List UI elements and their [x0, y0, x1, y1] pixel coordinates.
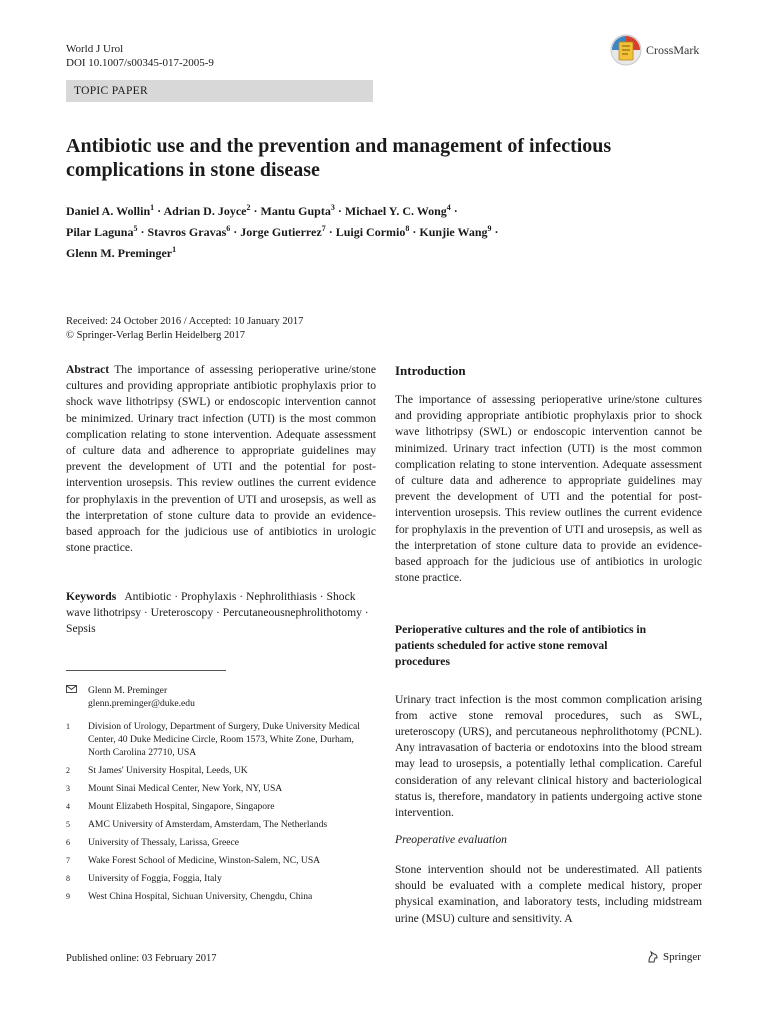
affiliation-text: Division of Urology, Department of Surgery, Duke University Medical Center, 40 Duke Medicine Circle, Room 1573, White Zone, Durham, North Carolina 27710, USA: [88, 721, 360, 758]
author-name: Adrian D. Joyce: [163, 204, 247, 218]
keywords-label: Keywords: [66, 590, 117, 603]
affiliation-item: [66, 854, 366, 867]
affiliation-number: 8: [66, 874, 70, 883]
envelope-icon: [66, 684, 88, 710]
author-separator: ·: [334, 204, 345, 218]
author-name: Kunjie Wang: [419, 225, 488, 239]
affiliation-item: [66, 836, 366, 849]
affiliation-item: [66, 782, 366, 795]
author-name: Daniel A. Wollin: [66, 204, 151, 218]
introduction-section: [395, 363, 702, 586]
author-affiliation-number: 5: [133, 224, 138, 233]
author-separator: ·: [491, 225, 499, 239]
affiliation-text: Mount Sinai Medical Center, New York, NY, USA: [88, 783, 283, 794]
author-name: Mantu Gupta: [260, 204, 331, 218]
crossmark-label: CrossMark: [646, 42, 700, 57]
affiliation-number: 6: [66, 838, 70, 847]
author-affiliation-number: 7: [321, 224, 326, 233]
abstract-text: The importance of assessing perioperative urine/stone cultures and providing appropriate antibiotic prophylaxis prior to shock wave lithotripsy (SWL) or endoscopic intervention cannot be minimized. Urinary tract infection (UTI) is the most common complication relating to stone intervention. Adequate assessment of culture data and adherence to appropriate guidelines may prevent the development of UTI and the potential for post-intervention urosepsis. This review outlines the current evidence for prophylaxis in the prevention of UTI and urosepsis, as well as the interpretation of stone culture data to provide an evidence-based approach for the judicious use of antibiotics in urologic stone practice.: [66, 363, 376, 555]
author-separator: ·: [230, 225, 241, 239]
affiliation-list: [66, 720, 366, 908]
author-affiliation-number: 8: [405, 224, 410, 233]
preoperative-text: Stone intervention should not be underestimated. All patients should be evaluated with a complete medical history, proper physical examination, and laboratory tests, including midstream urine (MSU) culture and sensitivity. A: [395, 863, 702, 925]
author-separator: ·: [325, 225, 336, 239]
author-separator: ·: [450, 204, 458, 218]
introduction-text: The importance of assessing perioperative urine/stone cultures and providing appropriate antibiotic prophylaxis prior to shock wave lithotripsy (SWL) or endoscopic intervention cannot be minimized. Urinary tract infection (UTI) is the most common complication relating to stone intervention. Adequate assessment of culture data and adherence to appropriate guidelines may prevent the development of UTI and the potential for post-intervention urosepsis. This review outlines the current evidence for prophylaxis in the prevention of UTI and urosepsis, as well as the interpretation of stone culture data to provide an evidence-based approach for the judicious use of antibiotics in urologic stone practice.: [395, 393, 702, 585]
keywords-block: [66, 589, 376, 638]
affiliation-number: 3: [66, 784, 70, 793]
author-affiliation-number: 9: [487, 224, 492, 233]
keywords: [66, 589, 376, 638]
publisher-logo: [646, 950, 701, 964]
author-name: Jorge Gutierrez: [240, 225, 322, 239]
author-separator: ·: [409, 225, 420, 239]
keywords-text: Antibiotic · Prophylaxis · Nephrolithiasis · Shock wave lithotripsy · Ureteroscopy · Percutaneousnephrolithotomy · Sepsis: [66, 590, 369, 636]
author-name: Luigi Cormio: [335, 225, 406, 239]
author-separator: ·: [250, 204, 261, 218]
affiliation-number: 2: [66, 766, 70, 775]
author-list: [66, 199, 546, 262]
affiliation-number: 5: [66, 820, 70, 829]
preoperative-heading: Preoperative evaluation: [395, 833, 507, 846]
affiliation-text: St James' University Hospital, Leeds, UK: [88, 765, 248, 776]
affiliation-text: University of Foggia, Foggia, Italy: [88, 873, 222, 884]
author-affiliation-number: 3: [330, 203, 335, 212]
correspondence-email[interactable]: glenn.preminger@duke.edu: [88, 698, 195, 709]
affiliation-text: AMC University of Amsterdam, Amsterdam, The Netherlands: [88, 819, 328, 830]
abstract-block: [66, 362, 376, 556]
author-name: Michael Y. C. Wong: [344, 204, 447, 218]
affiliation-item: [66, 818, 366, 831]
author-affiliation-number: 1: [172, 245, 177, 254]
preoperative-section: [395, 833, 702, 927]
cultures-text: Urinary tract infection is the most common complication arising from active stone removal procedures, such as SWL, ureteroscopy (URS), and percutaneous nephrolithotomy (PCNL). Any intravasation of bacteria or endotoxins into the blood stream may lead to urosepsis, a potentially lethal complication. Careful consideration of any relevant clinical history and bacteriological status is, therefore, mandatory in patients undergoing active stone intervention.: [395, 692, 702, 820]
abstract: [66, 362, 376, 556]
author-name: Stavros Gravas: [147, 225, 227, 239]
author-affiliation-number: 4: [446, 203, 451, 212]
cultures-section: [395, 622, 702, 821]
copyright: © Springer-Verlag Berlin Heidelberg 2017: [66, 330, 246, 341]
doi[interactable]: DOI 10.1007/s00345-017-2005-9: [66, 57, 214, 69]
affiliation-item: [66, 890, 366, 903]
correspondence-name: Glenn M. Preminger: [88, 685, 168, 696]
affiliation-text: West China Hospital, Sichuan University, Chengdu, China: [88, 891, 313, 902]
received-accepted: Received: 24 October 2016 / Accepted: 10 January 2017: [66, 316, 304, 327]
affiliation-number: 4: [66, 802, 70, 811]
author-affiliation-number: 1: [150, 203, 155, 212]
footnote-divider: [66, 670, 226, 671]
author-affiliation-number: 6: [226, 224, 231, 233]
publisher-name: Springer: [663, 951, 701, 963]
author-separator: ·: [137, 225, 148, 239]
crossmark-badge[interactable]: [610, 32, 720, 68]
journal-name: World J Urol: [66, 43, 124, 55]
author-affiliation-number: 2: [246, 203, 251, 212]
affiliation-number: 1: [66, 722, 70, 731]
author-name: Pilar Laguna: [66, 225, 134, 239]
affiliation-item: [66, 764, 366, 777]
affiliation-number: 7: [66, 856, 70, 865]
affiliation-item: [66, 872, 366, 885]
article-title: Antibiotic use and the prevention and management of infectious complications in stone disease: [66, 135, 612, 181]
author-name: Glenn M. Preminger: [66, 246, 173, 260]
published-date: Published online: 03 February 2017: [66, 953, 217, 964]
cultures-heading: Perioperative cultures and the role of antibiotics in patients scheduled for active stone removal procedures: [395, 623, 647, 669]
correspondence: [66, 684, 376, 715]
introduction-heading: Introduction: [395, 363, 466, 378]
affiliation-item: [66, 800, 366, 813]
crossmark-icon: [610, 33, 642, 67]
affiliation-text: Wake Forest School of Medicine, Winston-Salem, NC, USA: [88, 855, 321, 866]
article-dates: [66, 315, 303, 343]
topic-label: TOPIC PAPER: [66, 80, 373, 102]
abstract-label: Abstract: [66, 363, 110, 376]
affiliation-text: University of Thessaly, Larissa, Greece: [88, 837, 240, 848]
affiliation-item: [66, 720, 366, 759]
affiliation-number: 9: [66, 892, 70, 901]
author-separator: ·: [154, 204, 164, 218]
affiliation-text: Mount Elizabeth Hospital, Singapore, Singapore: [88, 801, 275, 812]
springer-horse-icon: [646, 950, 660, 964]
